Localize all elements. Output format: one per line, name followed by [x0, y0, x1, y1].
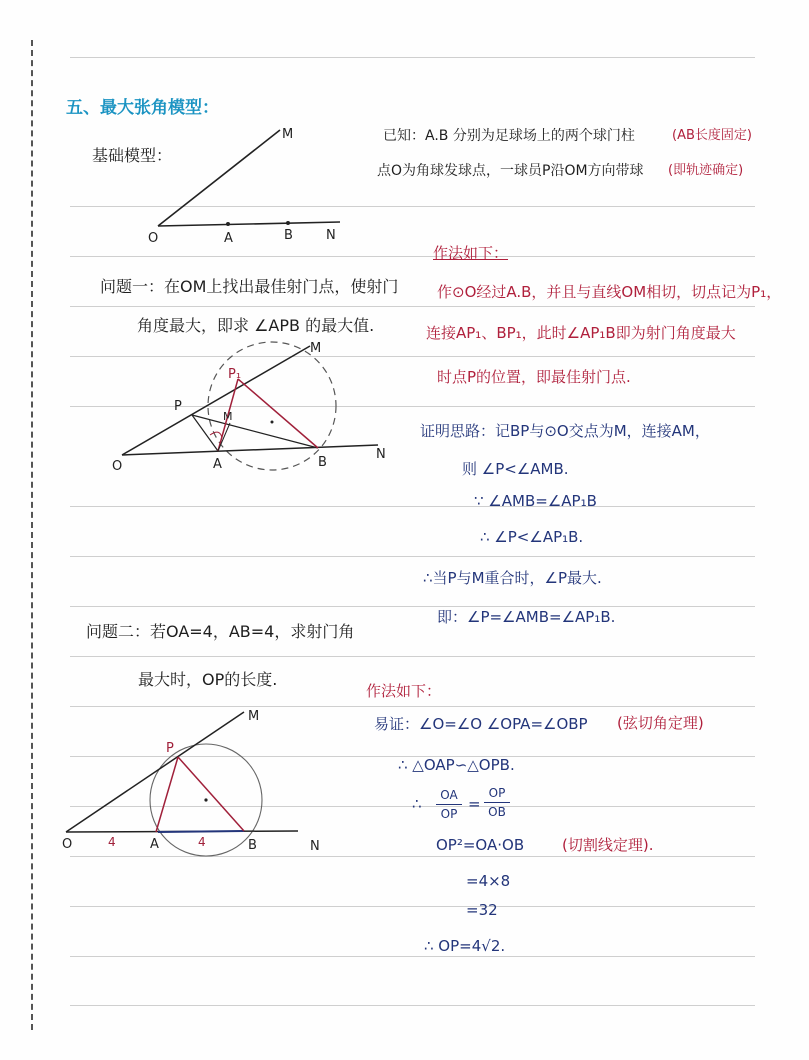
given-note-1: (AB长度固定): [672, 128, 752, 143]
figure-basic-model: [140, 118, 370, 248]
method-title-1: 作法如下：: [433, 244, 509, 262]
circle-center: [271, 421, 274, 424]
label-b: B: [284, 228, 293, 243]
solution-note-4: (切割线定理).: [562, 836, 654, 854]
solution-note-1: (弦切角定理): [617, 714, 704, 732]
rule-line: [70, 506, 755, 507]
solution-line-6: =32: [466, 901, 498, 919]
method1-line-3: 时点P的位置，即最佳射门点.: [437, 368, 631, 386]
method1-line-2: 连接AP₁、BP₁，此时∠AP₁B即为射门角度最大: [426, 324, 736, 342]
label-p: P: [166, 741, 174, 756]
q1-line-1: 问题一：在OM上找出最佳射门点，使射门: [100, 277, 399, 296]
fraction-oa-op: [436, 788, 462, 821]
q1-line-2: 角度最大，即求 ∠APB 的最大值.: [137, 316, 375, 335]
label-oa-length: 4: [108, 835, 116, 849]
proof-line-2: 则 ∠P<∠AMB.: [462, 460, 569, 478]
circle-center: [204, 798, 207, 801]
section-title: 五、最大张角模型：: [66, 98, 219, 118]
label-o: O: [112, 459, 123, 474]
ray-om: [158, 130, 280, 226]
solution-equals: =: [468, 795, 481, 813]
fraction-numerator: OA: [440, 788, 458, 802]
fraction-numerator: OP: [488, 786, 506, 800]
label-n: N: [310, 839, 320, 854]
solution-line-4: OP²=OA·OB: [436, 836, 525, 854]
rule-line: [70, 556, 755, 557]
rule-line: [70, 1005, 755, 1006]
fraction-bar: [436, 804, 462, 805]
label-m: M: [248, 709, 260, 724]
proof-line-3: ∵ ∠AMB=∠AP₁B: [474, 492, 597, 510]
rule-line: [70, 656, 755, 657]
label-m: M: [282, 127, 294, 142]
label-m-outer: M: [310, 341, 322, 356]
proof-line-6: 即：∠P=∠AMB=∠AP₁B.: [437, 608, 616, 626]
rule-line: [70, 306, 755, 307]
rule-line: [70, 906, 755, 907]
rule-line: [70, 256, 755, 257]
solution-line-2: ∴ △OAP∽△OPB.: [398, 756, 515, 774]
segment-pb: [178, 757, 244, 831]
fraction-denominator: OB: [488, 805, 506, 819]
figure-problem-2: [58, 700, 338, 860]
given-note-2: (即轨迹确定): [668, 163, 744, 178]
label-a: A: [224, 231, 233, 246]
fraction-denominator: OP: [440, 807, 458, 821]
margin-dashed-line: [31, 40, 33, 1030]
q2-line-2: 最大时，OP的长度.: [138, 670, 278, 689]
basic-model-label: 基础模型：: [92, 146, 173, 165]
label-p1: P₁: [228, 367, 242, 382]
rule-line: [70, 956, 755, 957]
proof-line-4: ∴ ∠P<∠AP₁B.: [480, 528, 584, 546]
solution-therefore: ∴: [412, 795, 422, 813]
label-ab-length: 4: [198, 835, 206, 849]
method-title-2: 作法如下：: [366, 682, 442, 700]
given-line-1: 已知：A.B 分别为足球场上的两个球门柱: [383, 128, 635, 144]
rule-line: [70, 57, 755, 58]
method1-line-1: 作⊙O经过A.B，并且与直线OM相切，切点记为P₁，: [437, 283, 782, 301]
label-p: P: [174, 399, 182, 414]
ray-on: [122, 445, 378, 455]
label-a: A: [213, 457, 222, 472]
label-o: O: [62, 837, 73, 852]
solution-line-5: =4×8: [466, 872, 511, 890]
label-a: A: [150, 837, 159, 852]
ray-om: [66, 712, 244, 832]
proof-line-5: ∴当P与M重合时，∠P最大.: [423, 569, 602, 587]
label-b: B: [248, 838, 257, 853]
segment-ab: [158, 831, 244, 832]
q2-line-1: 问题二：若OA=4，AB=4，求射门角: [86, 622, 355, 641]
figure-problem-1: [110, 338, 390, 488]
fraction-bar: [484, 802, 510, 803]
label-n: N: [376, 447, 386, 462]
fraction-op-ob: [484, 786, 510, 819]
label-m-inner: M: [223, 410, 233, 423]
label-n: N: [326, 228, 336, 243]
ray-on: [158, 222, 340, 226]
proof-line-1: 证明思路：记BP与⊙O交点为M，连接AM，: [420, 422, 710, 440]
point-b: [286, 221, 290, 225]
given-line-2: 点O为角球发球点，一球员P沿OM方向带球: [377, 163, 644, 179]
solution-line-1: 易证：∠O=∠O ∠OPA=∠OBP: [374, 715, 588, 733]
label-b: B: [318, 455, 327, 470]
point-a: [226, 222, 230, 226]
solution-line-7: ∴ OP=4√2.: [424, 937, 506, 955]
label-o: O: [148, 231, 159, 246]
rule-line: [70, 606, 755, 607]
